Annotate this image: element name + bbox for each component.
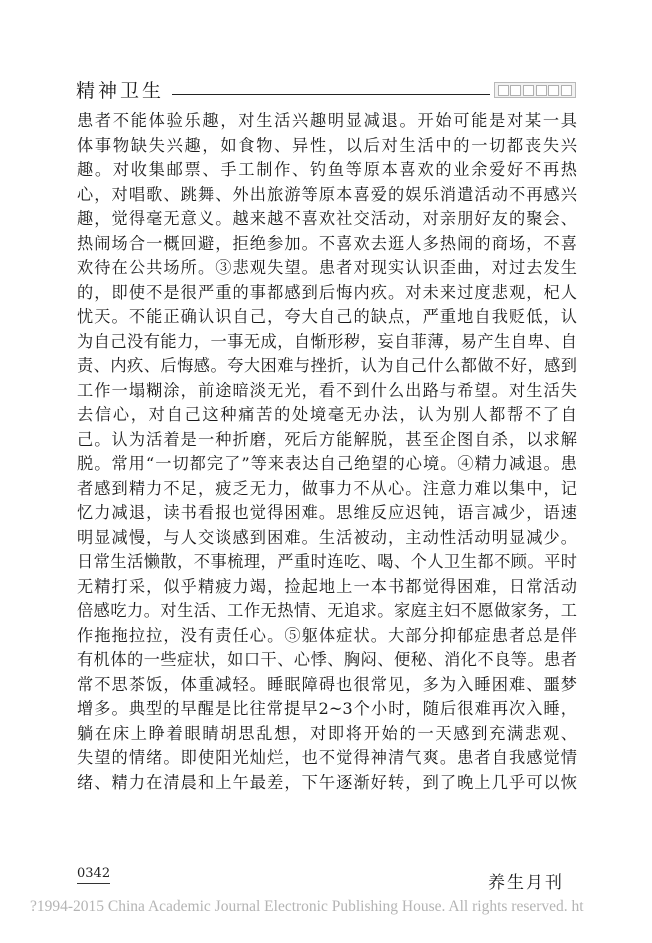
body-line: 明显减慢，与人交谈感到困难。生活被动，主动性活动明显减少。 [77,527,577,547]
body-line: 绪、精力在清晨和上午最差，下午逐渐好转，到了晚上几乎可以恢 [77,772,577,792]
body-line: 常不思茶饭，体重减轻。睡眠障碍也很常见，多为入睡困难、噩梦 [77,674,577,694]
page-header [76,80,576,104]
body-line: 失望的情绪。即使阳光灿烂，也不觉得神清气爽。患者自我感觉情 [77,748,577,767]
header-rule [172,94,490,95]
body-line: 增多。典型的早醒是比往常提早2~3个小时，随后很难再次入睡， [77,699,577,718]
body-line: 去信心，对自己这种痛苦的处境毫无办法，认为别人都帮不了自 [77,405,577,424]
body-line: 为自己没有能力，一事无成，自惭形秽，妄自菲薄，易产生自卑、自 [77,331,577,351]
body-line: 无精打采，似乎精疲力竭，捡起地上一本书都觉得困难，日常活动 [77,576,577,596]
body-line: 倍感吃力。对生活、工作无热情、无追求。家庭主妇不愿做家务，工 [77,601,577,620]
body-line: 责、内疚、后悔感。夸大困难与挫折，认为自己什么都做不好，感到 [77,356,577,375]
body-line: 日常生活懒散，不事梳理，严重时连吃、喝、个人卫生都不顾。平时 [77,552,577,571]
body-line: 脱。常用“一切都完了”等来表达自己绝望的心境。④精力减退。患 [77,454,577,473]
body-line: 心，对唱歌、跳舞、外出旅游等原本喜爱的娱乐消遣活动不再感兴 [77,184,577,204]
body-line: 趣，觉得毫无意义。越来越不喜欢社交活动，对亲朋好友的聚会、 [77,209,577,228]
body-line: 的，即使不是很严重的事都感到后悔内疚。对未来过度悲观，杞人 [77,282,577,302]
body-line: 趣。对收集邮票、手工制作、钓鱼等原本喜欢的业余爱好不再热 [77,160,577,179]
body-line: 患者不能体验乐趣，对生活兴趣明显减退。开始可能是对某一具 [77,111,577,130]
body-line: 欢待在公共场所。③悲观失望。患者对现实认识歪曲，对过去发生 [77,258,577,277]
body-line: 工作一塌糊涂，前途暗淡无光，看不到什么出路与希望。对生活失 [77,380,577,400]
body-line: 忧天。不能正确认识自己，夸大自己的缺点，严重地自我贬低，认 [77,307,577,326]
body-line: 者感到精力不足，疲乏无力，做事力不从心。注意力难以集中，记 [77,478,577,498]
body-line: 躺在床上睁着眼睛胡思乱想，对即将开始的一天感到充满悲观、 [77,723,577,743]
body-line: 热闹场合一概回避，拒绝参加。不喜欢去逛人多热闹的商场，不喜 [77,233,577,253]
journal-name: 养生月刊 [488,873,564,893]
body-line: 己。认为活着是一种折磨，死后方能解脱，甚至企图自杀，以求解 [77,429,577,449]
article-body [77,109,577,795]
section-title: 精神卫生 [76,80,165,102]
header-ornament-icon [494,82,576,98]
copyright-notice: ?1994-2015 China Academic Journal Electronic Publishing House. All rights reserved. ht [30,898,584,915]
body-line: 忆力减退，读书看报也觉得困难。思维反应迟钝，语言减少，语速 [77,503,577,522]
body-line: 有机体的一些症状，如口干、心悸、胸闷、便秘、消化不良等。患者 [77,650,577,669]
body-line: 体事物缺失兴趣，如食物、异性，以后对生活中的一切都丧失兴 [77,135,577,155]
page-number: 0342 [77,866,110,884]
body-line: 作拖拖拉拉，没有责任心。⑤躯体症状。大部分抑郁症患者总是伴 [77,625,577,645]
